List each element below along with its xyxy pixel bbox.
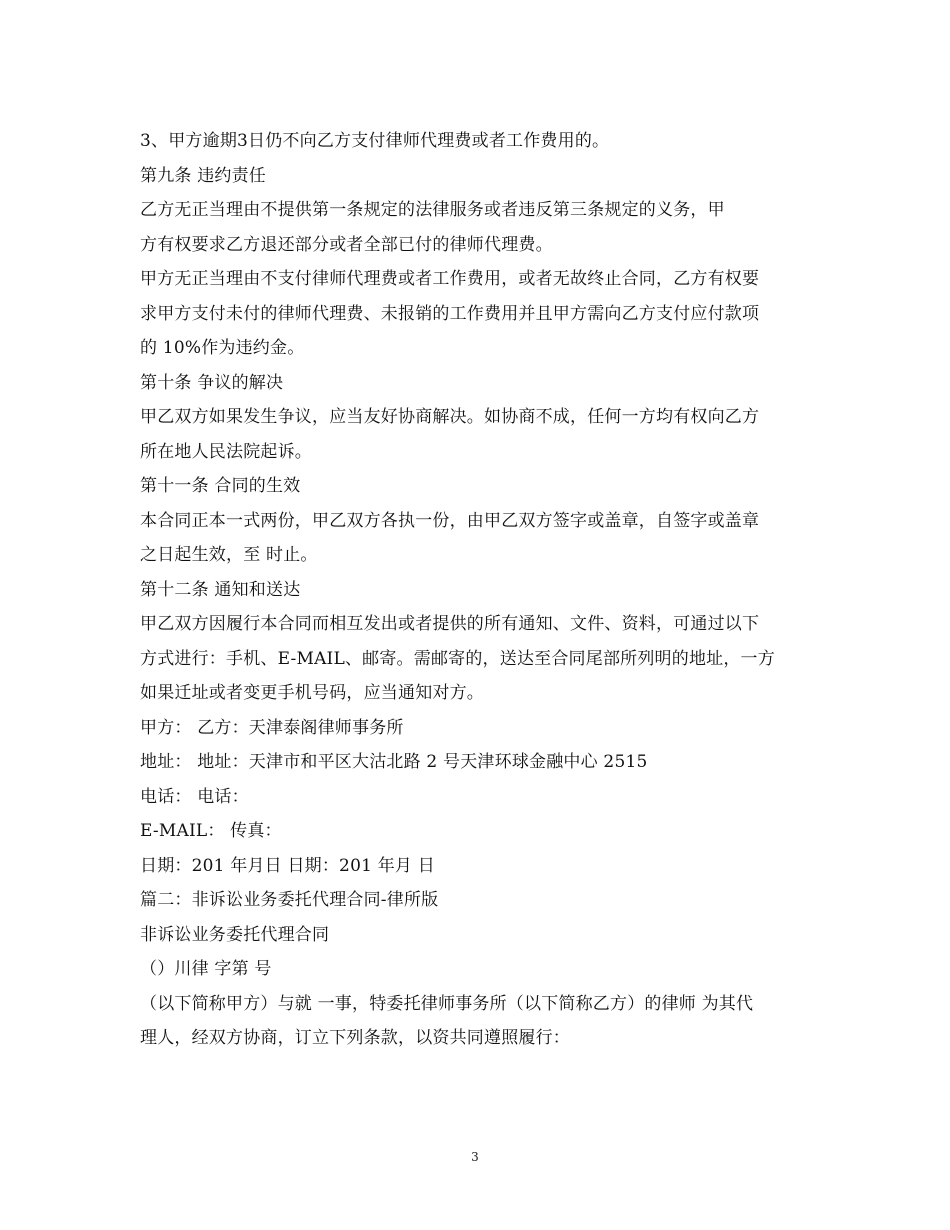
document-body xyxy=(140,124,820,1056)
contract-title: 非诉讼业务委托代理合同 xyxy=(140,924,330,945)
text-line: 理人，经双方协商，订立下列条款，以资共同遵照履行： xyxy=(140,1028,570,1048)
section-heading: 第十一条 合同的生效 xyxy=(140,476,301,496)
phone-line: 电话： 电话： xyxy=(140,786,249,807)
address-line: 地址： 地址：天津市和平区大沽北路 2 号天津环球金融中心 2515 xyxy=(140,752,648,772)
email-fax-line: E-MAIL： 传真： xyxy=(140,821,282,841)
text-line: 甲乙双方如果发生争议，应当友好协商解决。如协商不成，任何一方均有权向乙方 xyxy=(140,407,760,427)
contract-number: （）川律 字第 号 xyxy=(140,959,272,979)
page-number: 3 xyxy=(471,1150,479,1164)
text-line: 如果迁址或者变更手机号码，应当通知对方。 xyxy=(140,683,484,703)
chapter-heading: 篇二：非诉讼业务委托代理合同-律所版 xyxy=(140,890,439,910)
text-line: 所在地人民法院起诉。 xyxy=(140,441,312,462)
text-line: 甲方无正当理由不支付律师代理费或者工作费用，或者无故终止合同，乙方有权要 xyxy=(140,269,760,289)
text-line: 方有权要求乙方退还部分或者全部已付的律师代理费。 xyxy=(140,234,553,255)
text-line: 求甲方支付未付的律师代理费、未报销的工作费用并且甲方需向乙方支付应付款项 xyxy=(140,303,760,324)
party-line: 甲方： 乙方：天津泰阁律师事务所 xyxy=(140,717,404,738)
text-line: 本合同正本一式两份，甲乙双方各执一份，由甲乙双方签字或盖章，自签字或盖章 xyxy=(140,510,760,531)
text-line: 的 10%作为违约金。 xyxy=(140,338,305,358)
text-line: 方式进行：手机、E-MAIL、邮寄。需邮寄的，送达至合同尾部所列明的地址，一方 xyxy=(140,648,775,669)
text-line: （以下简称甲方）与就 一事，特委托律师事务所（以下简称乙方）的律师 为其代 xyxy=(140,993,754,1014)
text-line: 乙方无正当理由不提供第一条规定的法律服务或者违反第三条规定的义务，甲 xyxy=(140,200,725,220)
section-heading: 第十二条 通知和送达 xyxy=(140,579,301,600)
text-line: 之日起生效，至 时止。 xyxy=(140,545,318,565)
section-heading: 第九条 违约责任 xyxy=(140,165,267,186)
text-line: 3、甲方逾期3日仍不向乙方支付律师代理费或者工作费用的。 xyxy=(140,131,610,151)
section-heading: 第十条 争议的解决 xyxy=(140,372,284,393)
date-line: 日期：201 年月日 日期：201 年月 日 xyxy=(140,855,435,876)
text-line: 甲乙双方因履行本合同而相互发出或者提供的所有通知、文件、资料，可通过以下 xyxy=(140,614,760,634)
